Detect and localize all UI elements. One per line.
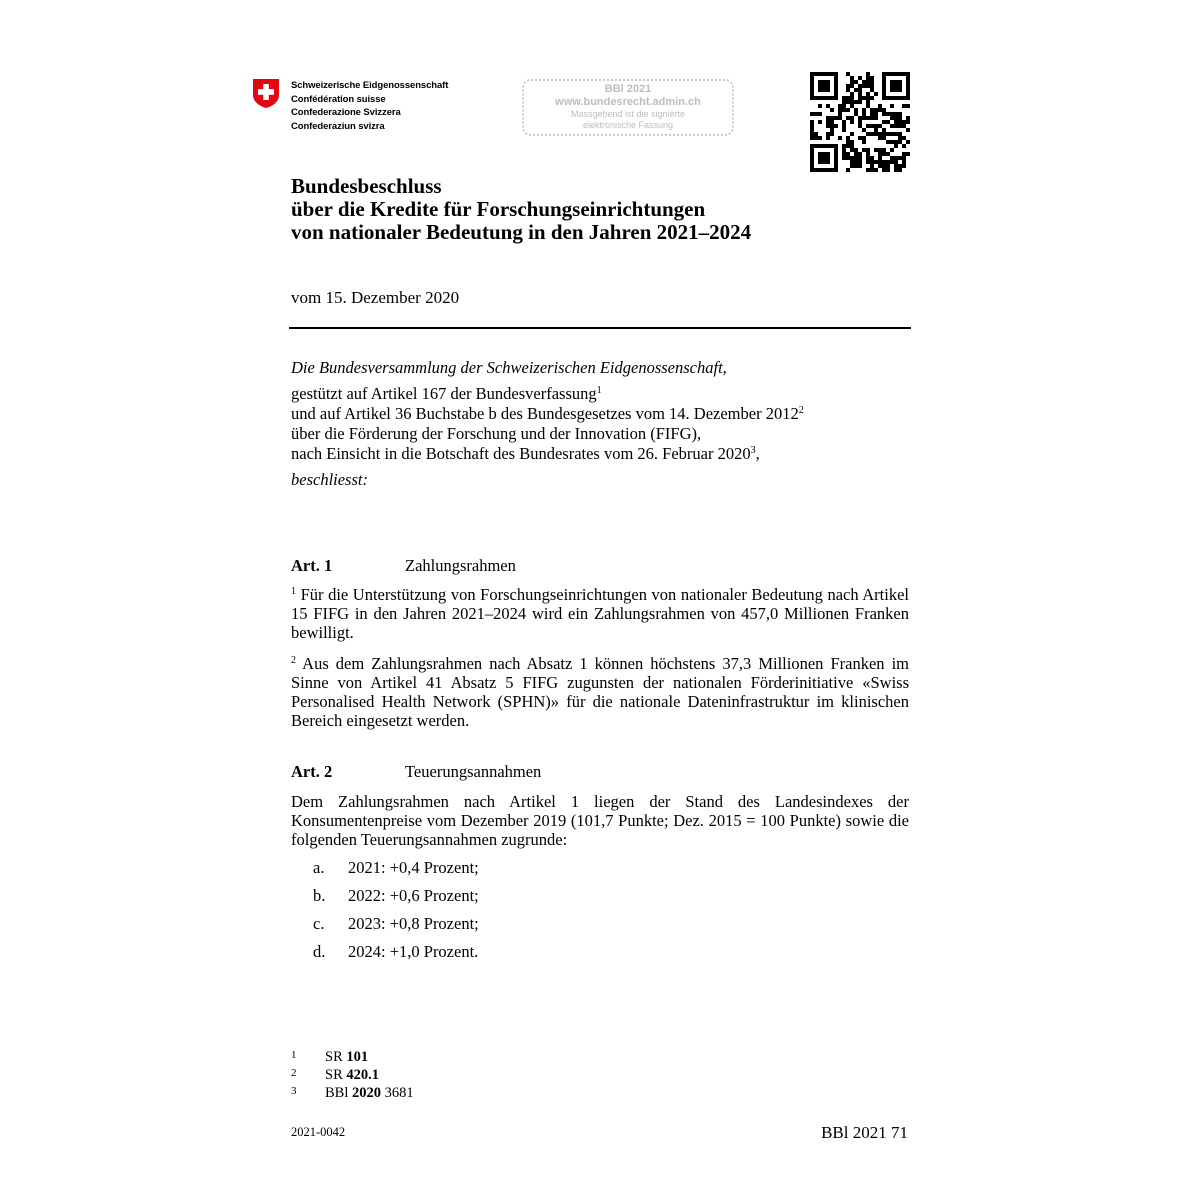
inflation-assumptions-list — [313, 854, 479, 966]
footnote-ref[interactable]: 3 — [750, 445, 756, 456]
official-stamp — [522, 79, 734, 136]
article-1-heading — [291, 556, 516, 576]
footnote: 3 BBl 2020 3681 — [291, 1085, 414, 1101]
swiss-cross-icon — [252, 78, 280, 109]
footnote-ref[interactable]: 1 — [596, 385, 602, 396]
stamp-line-3: Massgebend ist die signierte — [570, 109, 686, 119]
title-line-1: Bundesbeschluss — [291, 174, 442, 198]
article-1-title: Zahlungsrahmen — [405, 556, 516, 575]
document-id: 2021-0042 — [291, 1125, 346, 1139]
preamble-line-4: nach Einsicht in die Botschaft des Bundesrates vom 26. Februar 2020$^3$, — [291, 444, 760, 463]
preamble-assembly: Die Bundesversammlung der Schweizerischen Eidgenossenschaft, — [291, 358, 727, 377]
stamp-line-2: www.bundesrecht.admin.ch — [555, 96, 701, 108]
article-1-paragraph-1: $^1$ Für die Unterstützung von Forschungseinrichtungen von nationaler Bedeutung nach Artikel 15 FIFG in den Jahren 2021–2024 wird ein Zahlungsrahmen von 457,0 Millionen Franken bewilligt. — [291, 585, 910, 642]
stamp-line-4: elektronische Fassung — [582, 120, 674, 130]
confederation-name-it: Confederazione Svizzera — [291, 107, 401, 118]
footnote-ref[interactable]: 2 — [798, 405, 804, 416]
list-item: d. 2024: +1,0 Prozent. — [313, 942, 479, 961]
document-date: vom 15. Dezember 2020 — [291, 288, 460, 307]
title-line-3: von nationaler Bedeutung in den Jahren 2021–2024 — [291, 220, 752, 244]
preamble — [291, 358, 911, 490]
stamp-line-1: BBl 2021 — [604, 83, 652, 95]
confederation-name-rm: Confederaziun svizra — [291, 120, 385, 132]
footnote: 1 SR 101 — [291, 1049, 369, 1065]
article-1-number: Art. 1 — [291, 556, 333, 575]
qr-code-icon — [810, 72, 910, 172]
horizontal-rule — [289, 327, 911, 329]
article-1-paragraph-2: $^2$ Aus dem Zahlungsrahmen nach Absatz 1 können höchstens 37,3 Millionen Franken im Sinne von Artikel 41 Absatz 5 FIFG zugunsten der nationalen Förderinitiative «Swiss Personalised Health Network (SPHN)» für die nationale Dateninfrastruktur im klinischen Bereich eingesetzt werden. — [291, 654, 910, 730]
article-2-title: Teuerungsannahmen — [405, 762, 542, 781]
page-reference: BBl 2021 71 — [821, 1123, 908, 1142]
document-title — [291, 175, 751, 244]
article-2-number: Art. 2 — [291, 762, 333, 781]
confederation-names — [291, 79, 448, 133]
footnote: 2 SR 420.1 — [291, 1067, 379, 1083]
preamble-line-3: über die Förderung der Forschung und der Innovation (FIFG), — [291, 424, 702, 443]
preamble-line-1: gestützt auf Artikel 167 der Bundesverfassung$^1$ — [291, 384, 602, 403]
list-item: a. 2021: +0,4 Prozent; — [313, 858, 479, 877]
list-item: b. 2022: +0,6 Prozent; — [313, 886, 479, 905]
article-2-heading — [291, 762, 541, 782]
preamble-conclusion: beschliesst: — [291, 470, 368, 489]
preamble-line-2: und auf Artikel 36 Buchstabe b des Bundesgesetzes vom 14. Dezember 2012$^2$ — [291, 404, 804, 423]
confederation-name-fr: Confédération suisse — [291, 93, 386, 105]
confederation-name-de: Schweizerische Eidgenossenschaft — [291, 80, 449, 91]
footnotes — [291, 1047, 414, 1101]
list-item: c. 2023: +0,8 Prozent; — [313, 914, 479, 933]
article-2-intro: Dem Zahlungsrahmen nach Artikel 1 liegen der Stand des Landesindexes der Konsumentenpreise vom Dezember 2019 (101,7 Punkte; Dez. 2015 = 100 Punkte) sowie die folgenden Teuerungsannahmen zugrunde: — [291, 792, 909, 849]
title-line-2: über die Kredite für Forschungseinrichtungen — [291, 197, 706, 221]
